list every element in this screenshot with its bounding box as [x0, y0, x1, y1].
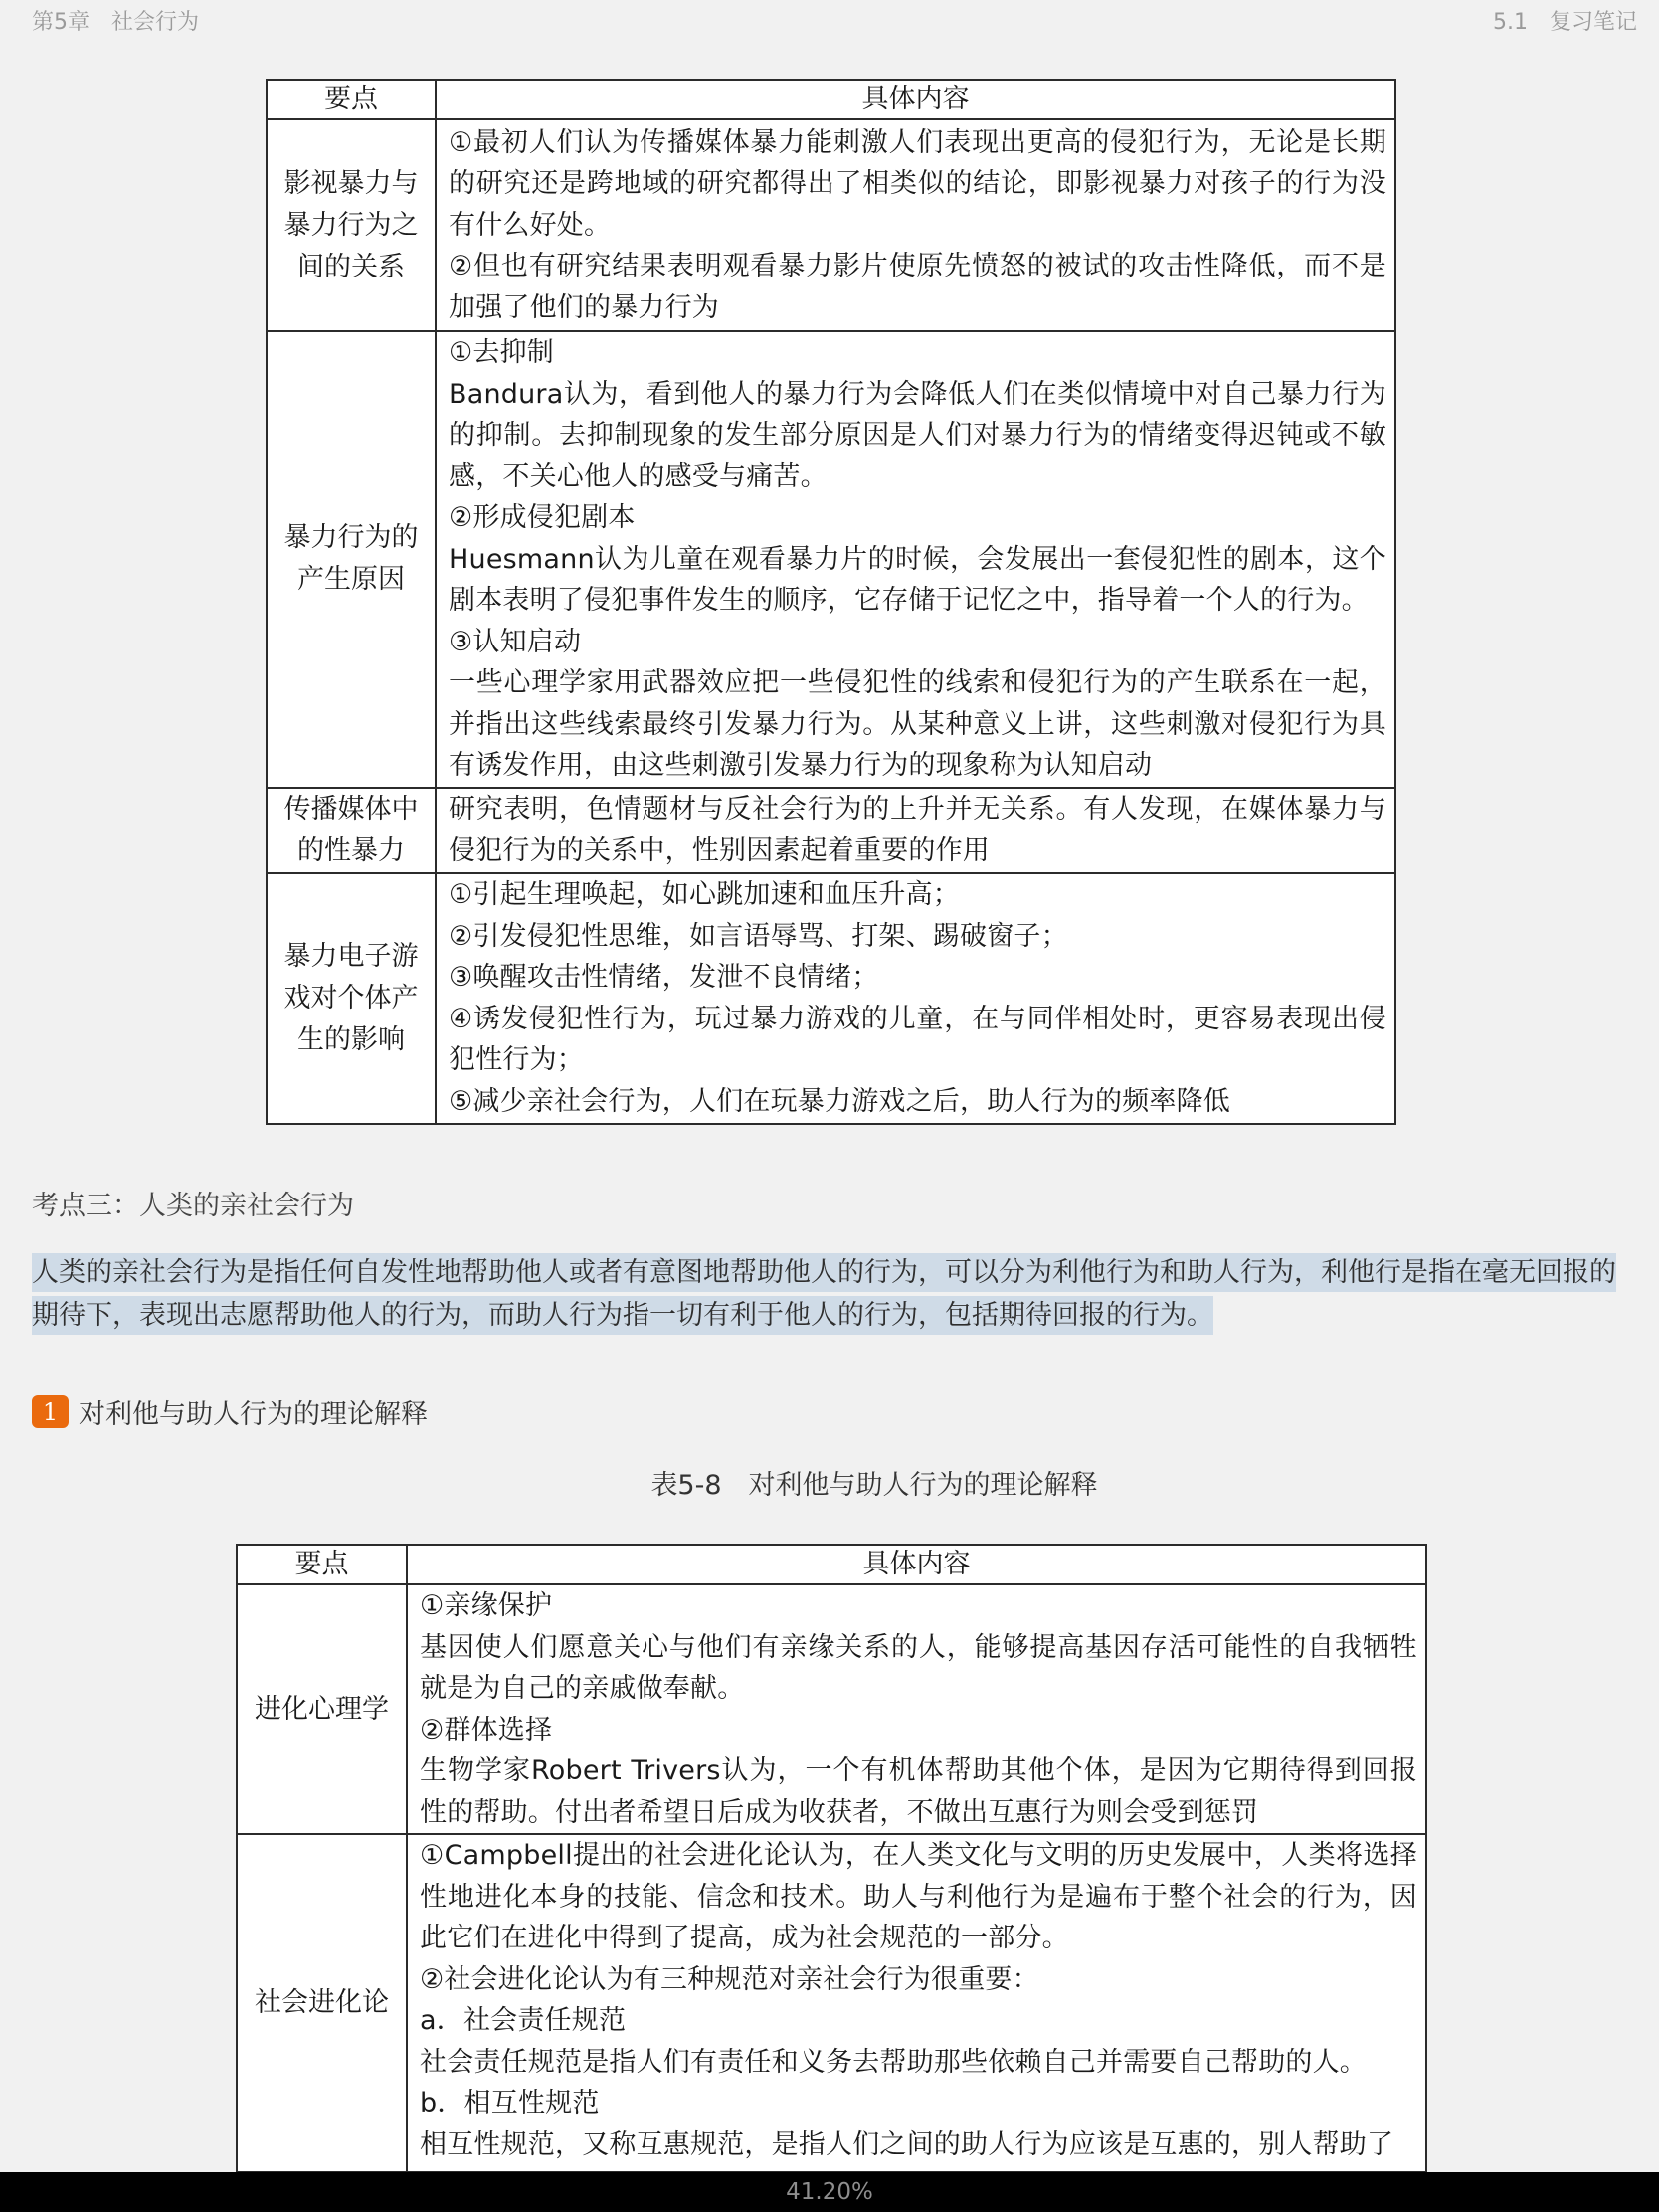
table-caption: 表5-8 对利他与助人行为的理论解释	[650, 1470, 1098, 1501]
header-content: 具体内容	[436, 80, 1395, 119]
header-key: 要点	[267, 80, 436, 119]
header-key: 要点	[237, 1545, 407, 1584]
row-content: ①引起生理唤起，如心跳加速和血压升高； ②引发侵犯性思维，如言语辱骂、打架、踢破窗子； ③唤醒攻击性情绪，发泄不良情绪； ④诱发侵犯性行为，玩过暴力游戏的儿童，在与同伴相处时，更容易表现出侵犯性行为； ⑤减少亲社会行为，人们在玩暴力游戏之后，助人行为的频率降低	[436, 873, 1395, 1124]
header-content: 具体内容	[407, 1545, 1426, 1584]
row-key: 传播媒体中的性暴力	[267, 788, 436, 873]
section-title: 5.1 复习笔记	[1493, 9, 1637, 35]
number-badge: 1	[32, 1395, 69, 1428]
table-row	[267, 873, 1395, 1124]
row-key: 暴力电子游戏对个体产生的影响	[267, 873, 436, 1124]
row-key: 进化心理学	[237, 1584, 407, 1834]
violence-table	[266, 79, 1396, 1125]
table-row	[267, 788, 1395, 873]
table-row	[237, 1584, 1426, 1834]
row-content: ①Campbell提出的社会进化论认为，在人类文化与文明的历史发展中，人类将选择性地进化本身的技能、信念和技术。助人与利他行为是遍布于整个社会的行为，因此它们在进化中得到了提高，成为社会规范的一部分。 ②社会进化论认为有三种规范对亲社会行为很重要： a．社会责任规范 社会责任规范是指人们有责任和义务去帮助那些依赖自己并需要自己帮助的人。 b．相互性规范 相互性规范，又称互惠规范，是指人们之间的助人行为应该是互惠的，别人帮助了	[407, 1834, 1426, 2172]
numbered-heading	[32, 1392, 428, 1431]
table-header-row	[237, 1545, 1426, 1584]
table-row	[267, 119, 1395, 331]
prosocial-theory-table	[236, 1544, 1427, 2173]
zoom-level: 41.20%	[786, 2179, 873, 2205]
table-row	[237, 1834, 1426, 2172]
row-key: 社会进化论	[237, 1834, 407, 2172]
section-heading: 考点三：人类的亲社会行为	[32, 1191, 354, 1221]
highlighted-text[interactable]: 人类的亲社会行为是指任何自发性地帮助他人或者有意图地帮助他人的行为，可以分为利他行为和助人行为，利他行是指在毫无回报的期待下，表现出志愿帮助他人的行为，而助人行为指一切有利于他人的行为，包括期待回报的行为。	[32, 1253, 1616, 1335]
row-content: 研究表明，色情题材与反社会行为的上升并无关系。有人发现，在媒体暴力与侵犯行为的关系中，性别因素起着重要的作用	[436, 788, 1395, 873]
row-key: 影视暴力与暴力行为之间的关系	[267, 119, 436, 331]
zoom-status-bar	[0, 2172, 1659, 2212]
running-header	[0, 0, 1659, 40]
table-header-row	[267, 80, 1395, 119]
row-key: 暴力行为的产生原因	[267, 331, 436, 788]
table-row	[267, 331, 1395, 788]
highlighted-paragraph[interactable]	[32, 1251, 1623, 1337]
row-content: ①亲缘保护 基因使人们愿意关心与他们有亲缘关系的人，能够提高基因存活可能性的自我牺牲就是为自己的亲戚做奉献。 ②群体选择 生物学家Robert Trivers认为，一个有机体帮助其他个体，是因为它期待得到回报性的帮助。付出者希望日后成为收获者，不做出互惠行为则会受到惩罚	[407, 1584, 1426, 1834]
row-content: ①最初人们认为传播媒体暴力能刺激人们表现出更高的侵犯行为，无论是长期的研究还是跨地域的研究都得出了相类似的结论，即影视暴力对孩子的行为没有什么好处。 ②但也有研究结果表明观看暴力影片使原先愤怒的被试的攻击性降低，而不是加强了他们的暴力行为	[436, 119, 1395, 331]
numbered-heading-text: 对利他与助人行为的理论解释	[79, 1399, 428, 1430]
chapter-title: 第5章 社会行为	[32, 9, 199, 35]
row-content: ①去抑制 Bandura认为，看到他人的暴力行为会降低人们在类似情境中对自己暴力行为的抑制。去抑制现象的发生部分原因是人们对暴力行为的情绪变得迟钝或不敏感，不关心他人的感受与痛苦。 ②形成侵犯剧本 Huesmann认为儿童在观看暴力片的时候，会发展出一套侵犯性的剧本，这个剧本表明了侵犯事件发生的顺序，它存储于记忆之中，指导着一个人的行为。 ③认知启动 一些心理学家用武器效应把一些侵犯性的线索和侵犯行为的产生联系在一起，并指出这些线索最终引发暴力行为。从某种意义上讲，这些刺激对侵犯行为具有诱发作用，由这些刺激引发暴力行为的现象称为认知启动	[436, 331, 1395, 788]
